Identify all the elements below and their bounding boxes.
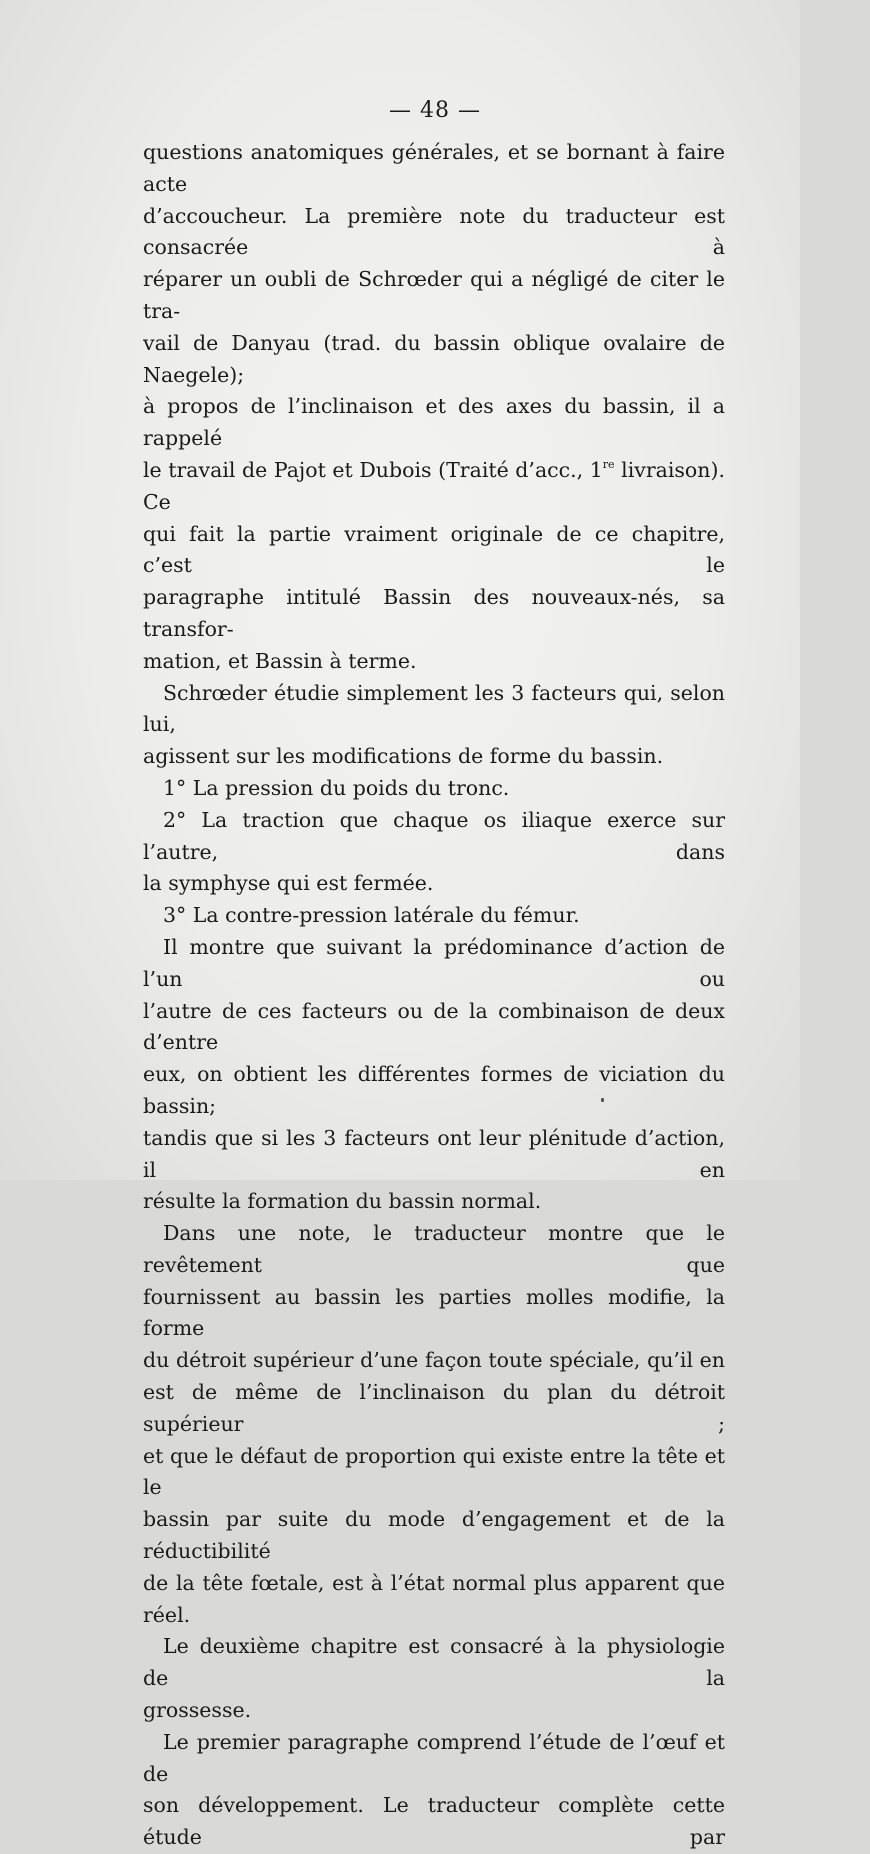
text-line: du détroit supérieur d’une façon toute spéciale, qu’il en (143, 1348, 725, 1373)
text-line: 1° La pression du poids du tronc. (163, 775, 510, 800)
text-line: bassin par suite du mode d’engagement et de la réductibilité (143, 1507, 725, 1564)
text-line: tandis que si les 3 facteurs ont leur plénitude d’action, il en (143, 1125, 725, 1182)
text-fragment: le travail de Pajot et Dubois (Traité d’acc., 1 (143, 457, 603, 482)
text-line: Il montre que suivant la prédominance d’action de l’un ou (143, 934, 725, 991)
text-line: résulte la formation du bassin normal. (143, 1189, 542, 1214)
text-line: eux, on obtient les différentes formes de viciation du bassin; (143, 1062, 725, 1118)
text-line: agissent sur les modifications de forme du bassin. (143, 744, 664, 769)
text-line: questions anatomiques générales, et se bornant à faire acte (143, 140, 725, 196)
text-line (143, 455, 725, 519)
paper-speck (601, 1098, 604, 1102)
text-fragment: livraison). Ce (143, 457, 725, 514)
body-text (143, 137, 725, 1854)
text-line: est de même de l’inclinaison du plan du détroit supérieur ; (143, 1380, 725, 1436)
text-line: à propos de l’inclinaison et des axes du bassin, il a rappelé (143, 394, 725, 451)
text-line: Schrœder étudie simplement les 3 facteurs qui, selon lui, (143, 680, 725, 737)
text-line: qui fait la partie vraiment originale de ce chapitre, c’est le (143, 521, 725, 578)
text-line: d’accoucheur. La première note du traducteur est consacrée à (143, 203, 725, 260)
ordinal-superscript: re (602, 457, 615, 471)
page-number: — 48 — (389, 98, 481, 123)
text-line: fournissent au bassin les parties molles modifie, la forme (143, 1284, 725, 1341)
text-line: Le deuxième chapitre est consacré à la physiologie de la (143, 1634, 725, 1691)
text-line: et que le défaut de proportion qui existe entre la tête et le (143, 1443, 725, 1500)
text-line: la symphyse qui est fermée. (143, 871, 434, 896)
text-line: mation, et Bassin à terme. (143, 648, 417, 673)
text-line: vail de Danyau (trad. du bassin oblique ovalaire de Naegele); (143, 330, 725, 387)
text-line: de la tête fœtale, est à l’état normal plus apparent que réel. (143, 1570, 725, 1627)
text-line: grossesse. (143, 1698, 252, 1723)
text-line: l’autre de ces facteurs ou de la combinaison de deux d’entre (143, 998, 725, 1055)
text-line: son développement. Le traducteur complète cette étude par (143, 1793, 725, 1850)
text-line: réparer un oubli de Schrœder qui a négligé de citer le tra- (143, 267, 725, 323)
text-line: Dans une note, le traducteur montre que le revêtement que (143, 1221, 725, 1277)
text-line: paragraphe intitulé Bassin des nouveaux-nés, sa transfor- (143, 585, 725, 641)
text-line: 3° La contre-pression latérale du fémur. (163, 903, 580, 928)
text-line: 2° La traction que chaque os iliaque exerce sur l’autre, dans (143, 807, 725, 864)
text-line: Le premier paragraphe comprend l’étude de l’œuf et de (143, 1729, 725, 1786)
